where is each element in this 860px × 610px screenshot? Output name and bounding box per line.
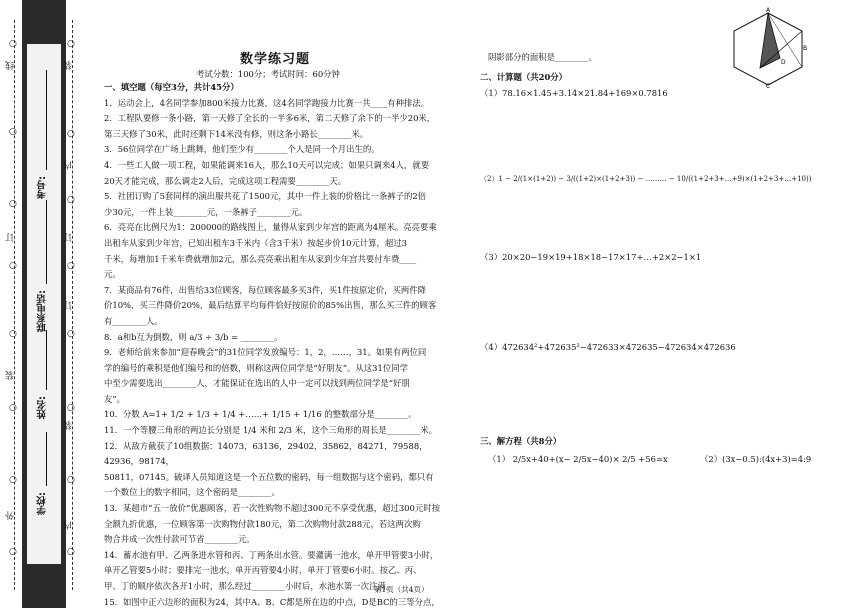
question-line: 全额九折优惠，一位顾客第一次购物付款180元，第二次购物付款288元，若这两次购 [104, 518, 421, 529]
hole-mark: ○ [9, 547, 17, 557]
calc-item-3: （3）20×20−19×19+18×18−17×17+…+2×2−1×1 [480, 252, 702, 262]
question-line: 8．a和b互为倒数，则 a/3 ÷ 3/b = ________。 [104, 331, 283, 342]
question-line: 千米，每增加1千米车费就增加2元，那么亮亮乘出租车从家到少年宫共要付车费____ [104, 253, 417, 264]
question-line: 一个数位上的数字相同，这个密码是________。 [104, 487, 280, 498]
hole-mark: ○ [67, 195, 75, 205]
inner-label-install: 装 [64, 60, 74, 70]
figure-label-b: B [803, 45, 808, 52]
inner-label-install-2: 装 [64, 420, 74, 430]
inner-label-bind: 订 [64, 232, 74, 242]
outer-label-line: 线 [6, 60, 16, 70]
figure-label-a: A [766, 7, 771, 14]
hole-mark: ○ [67, 475, 75, 485]
question-line: 有________人。 [104, 315, 163, 326]
q15-tail: 阴影部分的面积是________。 [488, 52, 597, 62]
name-label: 姓名: [37, 396, 48, 419]
figure-label-c: C [766, 83, 771, 90]
hole-mark: ○ [67, 329, 75, 339]
question-line: 14．蓄水池有甲、乙两条进水管和丙、丁两条出水管。要灌满一池水，单开甲管要3小时， [104, 549, 439, 560]
equation-item-1: （1） 2/5x+40+(x− 2/5x−40)× 2/5 +56=x [488, 454, 668, 464]
section-calc-heading: 二、计算题（共20分） [480, 72, 568, 82]
question-line: 元。 [104, 269, 121, 280]
question-line: 友”。 [104, 393, 126, 404]
question-line: 甲、丁的顺序依次各开1小时，那么经过________小时后，水池水第一次注满。 [104, 581, 395, 591]
hole-mark: ○ [9, 475, 17, 485]
question-line: 单开乙管要5小时；要排完一池水，单开丙管要4小时，单开丁管要6小时。按乙、丙、 [104, 565, 422, 576]
question-line: 第三天修了30米，此时还剩下14米没有修，则这条小路长________米。 [104, 128, 369, 139]
question-line: 50811，07145。破译人员知道这是一个五位数的密码，每一组数据与这个密码，都只有 [104, 471, 434, 482]
calc-item-4: （4）472634²+472635²−472633×472635−472634×472636 [480, 342, 736, 352]
outer-label-install: 装 [6, 370, 16, 380]
hexagon-figure [730, 7, 808, 90]
left-column [104, 80, 452, 610]
school-label: 学校: [37, 492, 48, 515]
school-underline[interactable] [46, 432, 47, 486]
question-line: 少30元，一件上装________元，一条裤子________元。 [104, 206, 308, 217]
question-line: 9．老师给前来参加“迎春晚会”的31位同学发放编号：1，2，……，31。如果有两位同 [104, 347, 427, 358]
hole-mark: ○ [9, 127, 17, 137]
question-line: 15．如图中正六边形的面积为24，其中A、B、C都是所在边的中点，D是BC的三等分点， [104, 596, 440, 607]
hole-mark: ○ [9, 403, 17, 413]
page-footer: 第1页（共4页） [374, 585, 429, 594]
question-line: 学的编号的乘积是他们编号和的倍数，则称这两位同学是“好朋友”。从这31位同学 [104, 362, 408, 373]
equation-item-2: （2）(3x−0.5):(4x+3)=4:9 [700, 454, 812, 464]
question-line: 1．运动会上，4名同学参加800米接力比赛，这4名同学跑接力比赛一共____有种排法。 [104, 97, 430, 108]
section-equation-heading: 三、解方程（共8分） [480, 436, 562, 446]
exam-meta: 考试分数：100分；考试时间：60分钟 [196, 69, 340, 79]
calc-item-2: （2）1 − 2/(1×(1+2)) − 3/((1+2)×(1+2+3)) − ……… − 10/((1+2+3+…+9)×(1+2+3+…+10)) [480, 175, 812, 183]
inner-label-bind-2: 订 [64, 300, 74, 310]
question-line: 10．分数 A=1+ 1/2 + 1/3 + 1/4 +……+ 1/15 + 1/16 的整数部分是________。 [104, 409, 417, 420]
outer-label-outer: 外 [6, 510, 16, 520]
page-title: 数学练习题 [240, 52, 311, 67]
question-line: 物合并成一次性付款可节省________元。 [104, 534, 255, 545]
exam-number-label: 考号: [37, 176, 48, 199]
hole-mark: ○ [9, 39, 17, 49]
outer-cut-line [14, 20, 15, 590]
calc-item-1: （1）78.16×1.45+3.14×21.84+169×0.7816 [480, 88, 668, 98]
binding-margin [0, 0, 75, 608]
question-line: 5．社团订购了5套同样的演出服共花了1500元，其中一件上装的价格比一条裤子的2倍 [104, 191, 427, 202]
phone-underline[interactable] [46, 200, 47, 284]
question-line: 20天才能完成，那么调走2人后，完成这项工程需要________天。 [104, 175, 347, 186]
question-line: 7．某商品有76件，出售给33位顾客，每位顾客最多买3件，买1件按原定价，买两件降 [104, 284, 427, 295]
outer-label-bind: 订 [6, 232, 16, 242]
question-line: 价10%，买三件降价20%，最后结算平均每件恰好按原价的85%出售，那么买三件的顾客 [104, 300, 437, 311]
question-line: 13．某超市“五一放价”优惠顾客，若一次性购物不超过300元不享受优惠，超过300元时按 [104, 503, 440, 514]
question-line: 6．亮亮在比例尺为1：200000的路线图上，量得从家到少年宫的距离为4厘米。亮亮要乘 [104, 222, 437, 233]
question-line: 12．从敌方截获了10组数据：14073，63136，29402，35862，84271，79588，42936，98174， [104, 440, 428, 467]
question-line: 2．工程队要修一条小路，第一天修了全长的一半多6米，第二天修了余下的一半少20米， [104, 113, 436, 124]
inner-label-inside: 内 [64, 160, 74, 170]
hole-mark: ○ [67, 547, 75, 557]
hole-mark: ○ [9, 329, 17, 339]
exam-number-underline[interactable] [46, 70, 47, 170]
question-line: 中至少需要选出________人，才能保证在选出的人中一定可以找到两位同学是“好朋 [104, 378, 410, 389]
hole-mark: ○ [9, 261, 17, 271]
figure-label-d: D [781, 59, 786, 66]
question-line: 3．56位同学在广场上跳舞，他们至少有________个人是同一个月出生的。 [104, 144, 380, 155]
hole-mark: ○ [9, 199, 17, 209]
hole-mark: ○ [67, 403, 75, 413]
name-underline[interactable] [46, 330, 47, 390]
question-line: 4．一些工人做一项工程，如果能调来16人，那么10天可以完成；如果只调来4人，就要 [104, 159, 430, 170]
question-line: 出租车从家到少年宫，已知出租车3千米内（含3千米）按起步价10元计算，超过3 [104, 237, 408, 248]
section-fill-heading: 一、填空题（每空3分，共计45分） [104, 82, 239, 92]
hole-mark: ○ [67, 39, 75, 49]
hole-mark: ○ [67, 129, 75, 139]
phone-label: 联系电话: [37, 290, 48, 332]
hole-mark: ○ [67, 261, 75, 271]
question-line: 11．一个等腰三角形的两边长分别是 1/4 米和 2/3 米，这个三角形的周长是________米。 [104, 425, 438, 436]
inner-label-inside-2: 内 [64, 520, 74, 530]
